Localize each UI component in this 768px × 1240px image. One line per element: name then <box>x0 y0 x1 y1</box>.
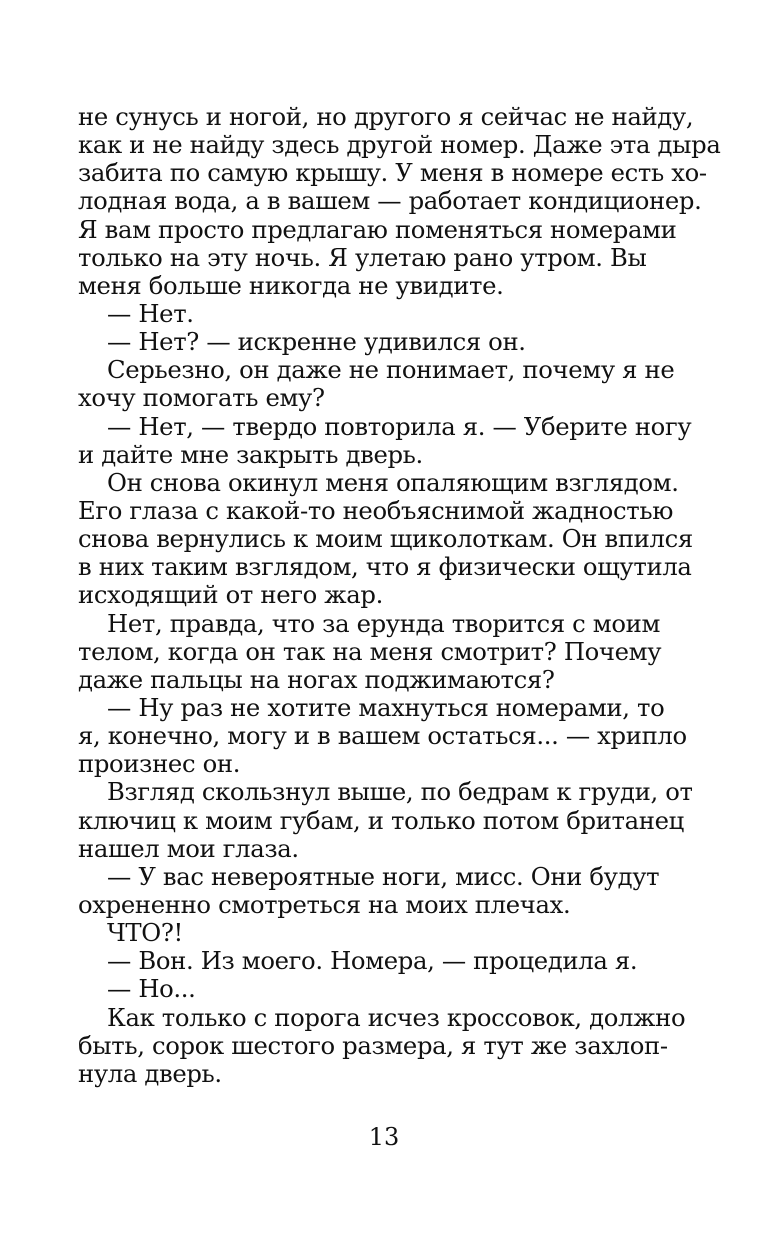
text-line: — Нет? — искренне удивился он. <box>107 327 526 357</box>
text-line: Я вам просто предлагаю поменяться номерами <box>78 214 677 244</box>
text-line: произнес он. <box>78 749 241 779</box>
text-line: — У вас невероятные ноги, мисс. Они будут <box>107 861 660 891</box>
text-line: забита по самую крышу. У меня в номере есть хо- <box>78 158 707 188</box>
text-line: в них таким взглядом, что я физически ощутила <box>78 552 692 582</box>
text-line: снова вернулись к моим щиколоткам. Он впился <box>78 524 693 554</box>
page-number: 13 <box>368 1123 400 1151</box>
text-line: — Нет, — твердо повторила я. — Уберите ногу <box>107 411 692 441</box>
text-line: лодная вода, а в вашем — работает кондиционер. <box>78 186 702 216</box>
text-line: исходящий от него жар. <box>78 580 383 610</box>
text-line: охрененно смотреться на моих плечах. <box>78 889 571 919</box>
text-line: хочу помогать ему? <box>78 383 325 413</box>
text-line: — Вон. Из моего. Номера, — процедила я. <box>107 946 638 976</box>
text-line: и дайте мне закрыть дверь. <box>78 439 423 469</box>
text-line: Нет, правда, что за ерунда творится с моим <box>107 608 661 638</box>
text-line: Его глаза с какой-то необъяснимой жадностью <box>78 495 673 525</box>
text-line: Серьезно, он даже не понимает, почему я не <box>107 355 675 385</box>
text-line: — Но... <box>107 974 196 1004</box>
text-line: Взгляд скользнул выше, по бедрам к груди, от <box>107 777 693 807</box>
text-line: ЧТО?! <box>107 918 183 948</box>
text-line: как и не найду здесь другой номер. Даже эта дыра <box>78 130 721 160</box>
text-line: — Ну раз не хотите махнуться номерами, то <box>107 692 665 722</box>
text-line: не сунусь и ногой, но другого я сейчас не найду, <box>78 102 694 131</box>
text-line: нашел мои глаза. <box>78 833 299 863</box>
text-line: Как только с порога исчез кроссовок, должно <box>107 1002 686 1032</box>
text-line: меня больше никогда не увидите. <box>78 270 504 300</box>
text-line: нула дверь. <box>78 1058 222 1088</box>
text-line: быть, сорок шестого размера, я тут же захлоп- <box>78 1030 668 1060</box>
text-line: ключиц к моим губам, и только потом британец <box>78 805 684 835</box>
body-text <box>78 102 721 1088</box>
text-line: — Нет. <box>107 298 194 328</box>
text-line: даже пальцы на ногах поджимаются? <box>78 664 555 694</box>
text-line: я, конечно, могу и в вашем остаться... — хрипло <box>78 721 687 751</box>
text-line: телом, когда он так на меня смотрит? Почему <box>78 636 662 666</box>
text-line: только на эту ночь. Я улетаю рано утром. Вы <box>78 242 647 272</box>
text-line: Он снова окинул меня опаляющим взглядом. <box>107 467 679 497</box>
